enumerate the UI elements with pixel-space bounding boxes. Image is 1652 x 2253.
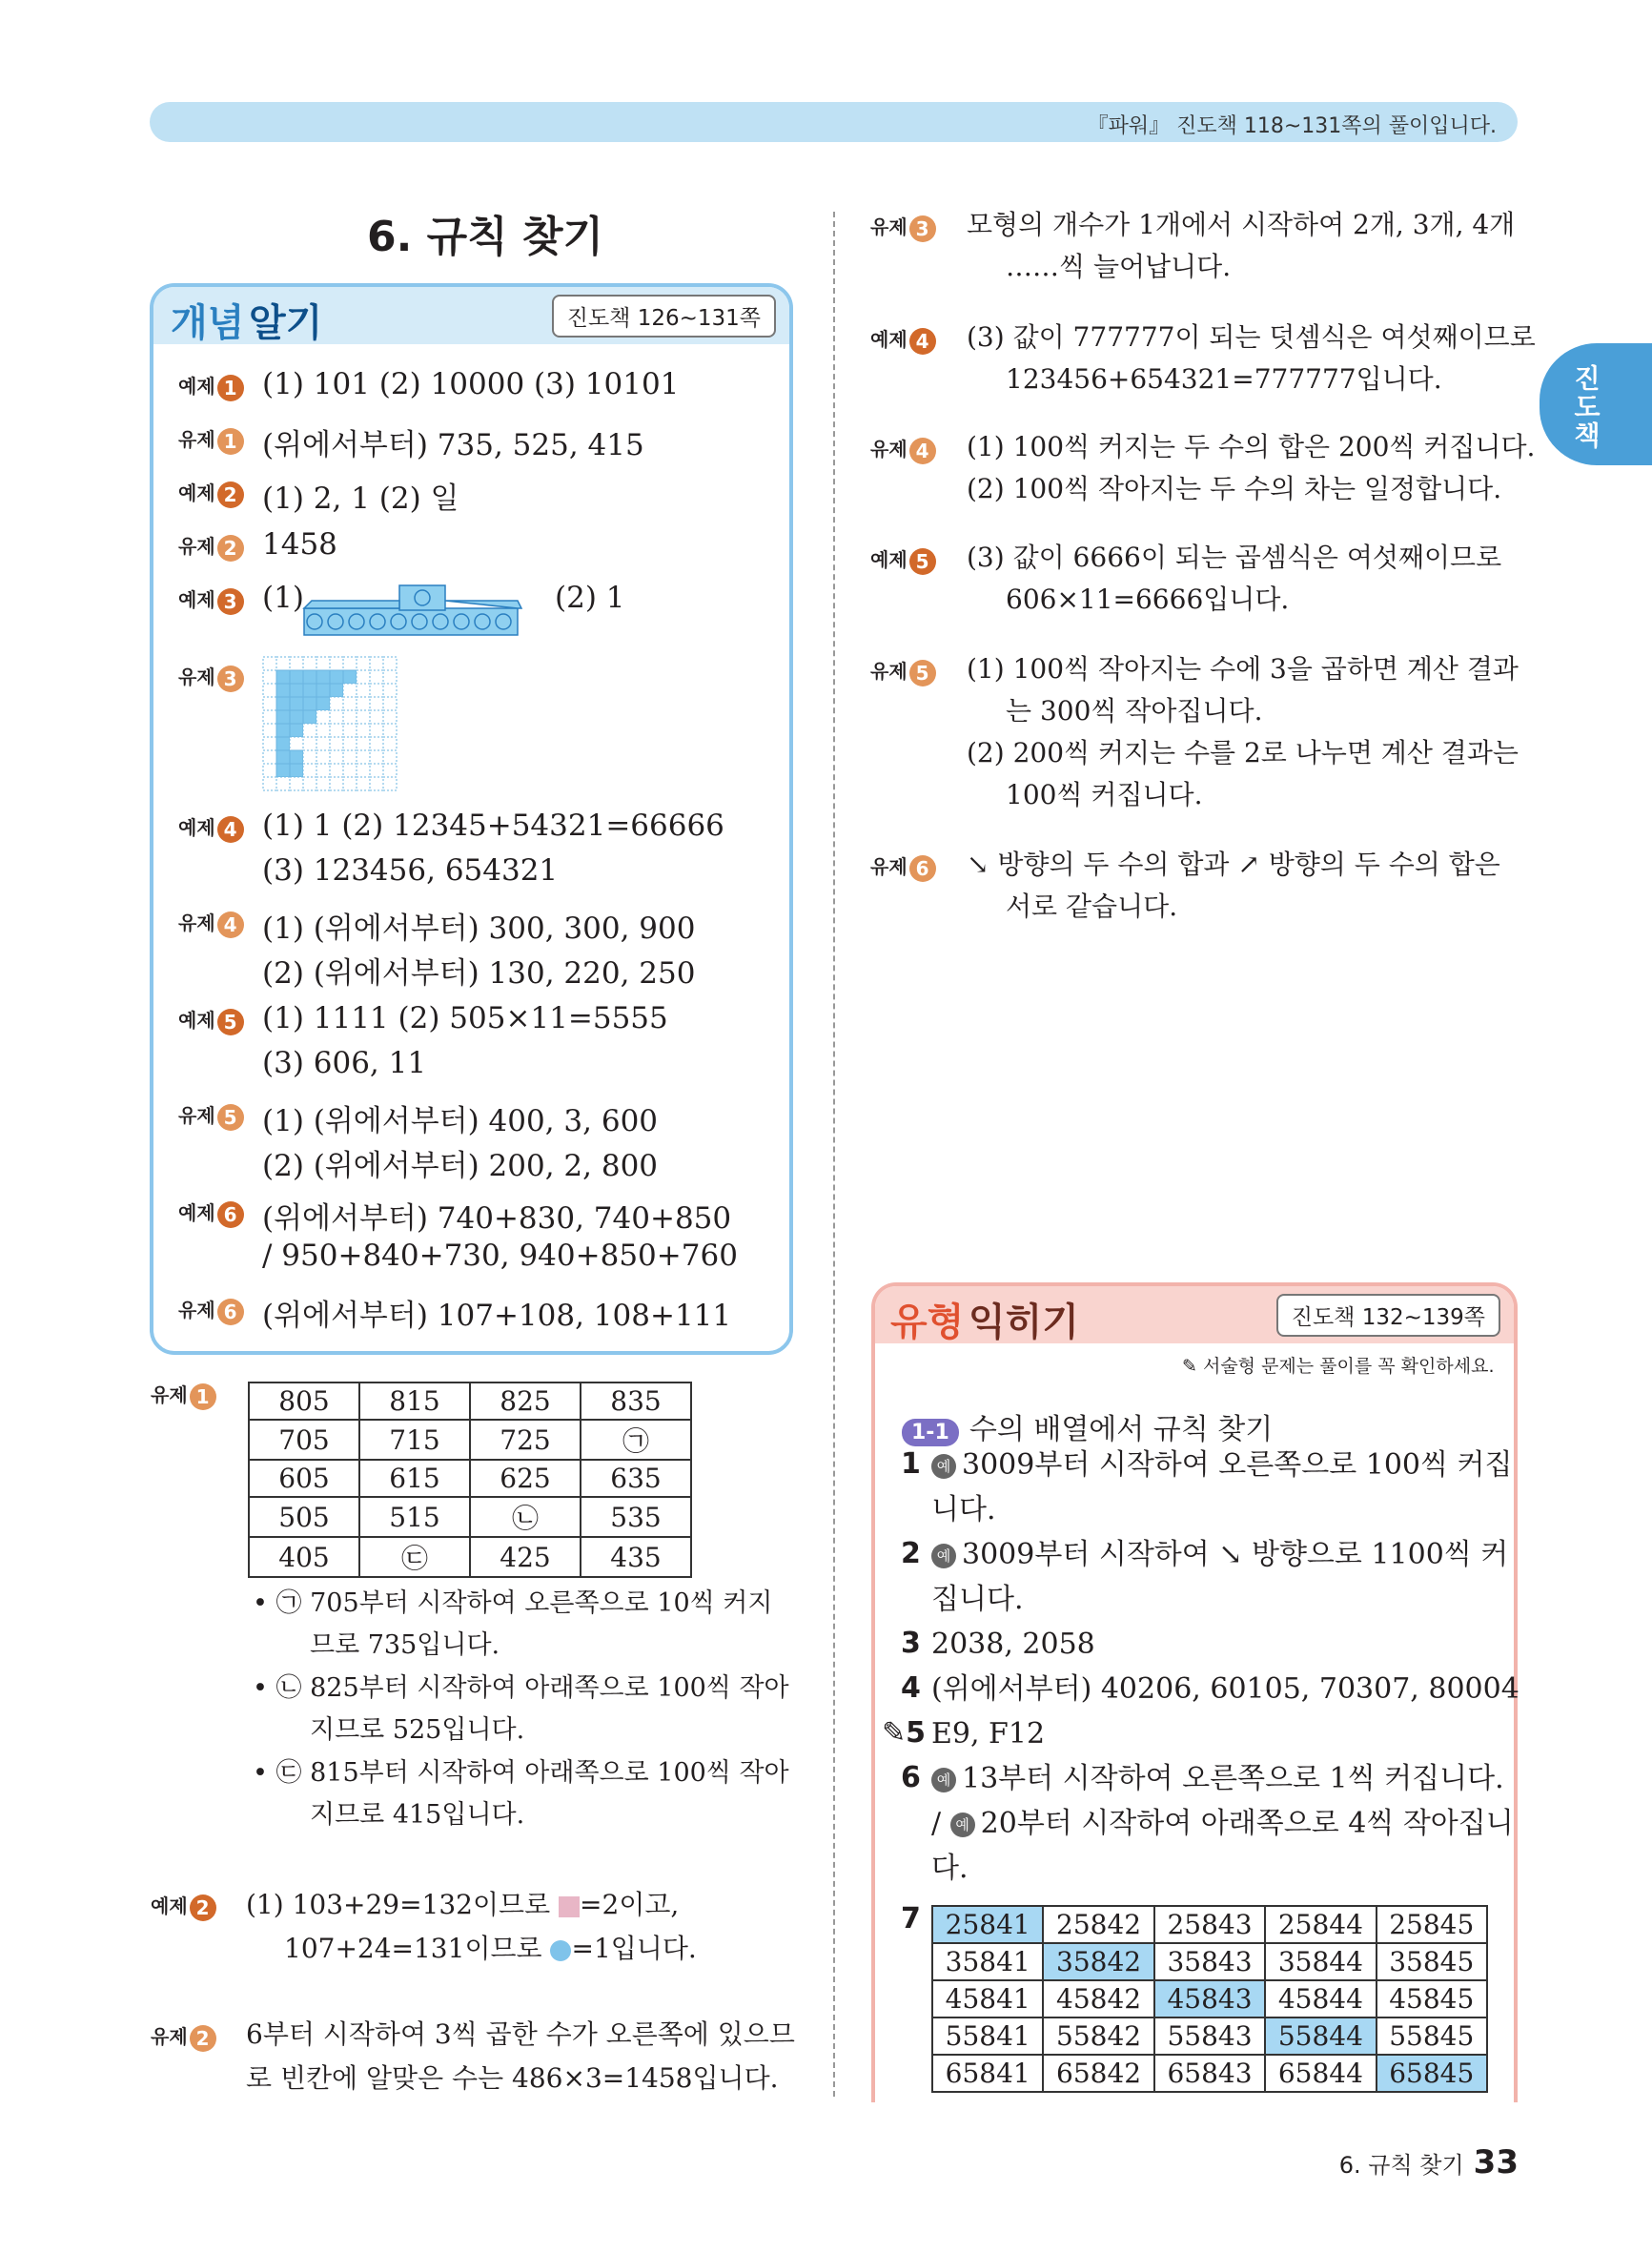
practice-item-line (931, 1532, 1508, 1577)
table-row (932, 1906, 1487, 1943)
practice-item-number: 7 (901, 1902, 921, 1936)
table-row (249, 1497, 691, 1537)
concept-item-line: (1) (위에서부터) 400, 3, 600 (262, 1104, 659, 1138)
table-cell: ㉢ (359, 1537, 470, 1577)
table-row (249, 1383, 691, 1420)
table-cell: 635 (581, 1460, 691, 1497)
number-table-1 (248, 1382, 692, 1578)
label-text: 예제 (178, 1201, 215, 1224)
item-label (178, 428, 244, 451)
label-text: 예제 (870, 548, 908, 571)
practice-item-line: 다. (931, 1852, 969, 1885)
table-cell: 55843 (1154, 2017, 1265, 2055)
concept-item-label (178, 371, 244, 401)
practice-item-number: 1 (901, 1447, 921, 1481)
practice-item-number: 6 (901, 1761, 921, 1794)
concept-item-line: (1) (262, 581, 304, 615)
label-text: 유제 (870, 855, 908, 878)
label-text: 유제 (178, 428, 215, 451)
label-number-badge: 5 (909, 548, 936, 575)
item-label (178, 1299, 244, 1321)
page-number: 33 (1473, 2143, 1519, 2181)
practice-item-number: 4 (901, 1671, 921, 1705)
table-cell: 25845 (1377, 1906, 1487, 1943)
practice-ref: 진도책 132~139쪽 (1276, 1294, 1500, 1337)
concept-header (153, 287, 789, 344)
table-cell: ㉠ (581, 1420, 691, 1460)
table-cell: 25843 (1154, 1906, 1265, 1943)
right-item-label (870, 212, 936, 242)
label-number-badge: 6 (909, 855, 936, 882)
table-cell: 505 (249, 1497, 359, 1537)
side-tab-label: 진도책 (1570, 364, 1601, 450)
table-cell: 35843 (1154, 1943, 1265, 1980)
label-number-badge: 1 (217, 375, 244, 401)
table-cell: 625 (470, 1460, 581, 1497)
table-cell: 605 (249, 1460, 359, 1497)
label-number-badge: 5 (909, 660, 936, 686)
practice-item-line: 집니다. (931, 1583, 1024, 1616)
label-number-badge: 5 (217, 1009, 244, 1035)
concept-item-line: (1) 2, 1 (2) 일 (262, 481, 459, 516)
pencil-icon: ✎ (1182, 1356, 1197, 1377)
pink-square-symbol (559, 1896, 580, 1917)
label-number-badge: 1 (217, 428, 244, 455)
concept-item-label (178, 1295, 244, 1325)
practice-item-number: ✎5 (882, 1716, 927, 1750)
item-label (870, 328, 936, 351)
table-cell: 55844 (1265, 2017, 1376, 2055)
item-label (178, 816, 244, 839)
table-cell: 35845 (1377, 1943, 1487, 1980)
item-label (178, 535, 244, 558)
chapter-title: 6. 규칙 찾기 (367, 213, 603, 261)
label-text: 유제 (178, 666, 215, 688)
label-text: 유제 (178, 535, 215, 558)
practice-item-number: 3 (901, 1627, 921, 1660)
right-item-line: 모형의 개수가 1개에서 시작하여 2개, 3개, 4개 (967, 209, 1516, 240)
label-number-badge: 3 (217, 666, 244, 692)
table-cell: 45845 (1377, 1980, 1487, 2017)
right-item-line: 606×11=6666입니다. (1006, 584, 1290, 615)
section-heading (902, 1405, 1273, 1447)
item-label (870, 660, 936, 683)
table-row (932, 1980, 1487, 2017)
label-number-badge: 2 (217, 535, 244, 562)
concept-item-line: (위에서부터) 107+108, 108+111 (262, 1299, 732, 1333)
label-text: 예제 (870, 328, 908, 351)
right-item-label (870, 851, 936, 882)
label-text: 유제 (870, 660, 908, 683)
concept-item-line: (1) 1 (2) 12345+54321=66666 (262, 809, 724, 843)
label-text: 예제 (178, 816, 215, 839)
table-row (249, 1420, 691, 1460)
practice-line-text: 13부터 시작하여 오른쪽으로 1씩 커집니다. (962, 1762, 1504, 1795)
concept-item-line: (2) (위에서부터) 130, 220, 250 (262, 956, 696, 991)
table-cell: 65841 (932, 2055, 1043, 2092)
practice-line-text: E9, F12 (931, 1717, 1046, 1751)
table-cell: 45843 (1154, 1980, 1265, 2017)
table-cell: 35842 (1043, 1943, 1153, 1980)
practice-item-line (931, 1443, 1512, 1487)
label-text: 예제 (178, 1009, 215, 1032)
label-number-badge: 6 (217, 1201, 244, 1228)
example-badge: 예 (931, 1454, 956, 1479)
table-cell: 715 (359, 1420, 470, 1460)
concept-title-b: 알기 (249, 301, 323, 345)
concept-item-line: (2) (위에서부터) 200, 2, 800 (262, 1149, 659, 1183)
table-row (249, 1537, 691, 1577)
right-item-line: (1) 100씩 커지는 두 수의 합은 200씩 커집니다. (967, 431, 1536, 462)
right-item-label (870, 434, 936, 464)
label-text: 예제 (178, 481, 215, 504)
concept-item-line: (1) 1111 (2) 505×11=5555 (262, 1001, 668, 1035)
practice-item-line (931, 1622, 1095, 1667)
section-tag: 1-1 (902, 1419, 959, 1446)
label-text: 유제 (870, 438, 908, 461)
concept-item-label (178, 584, 244, 615)
concept-item-label (178, 1005, 244, 1035)
table-cell: 815 (359, 1383, 470, 1420)
concept-item-label (178, 1100, 244, 1131)
table-cell: 35841 (932, 1943, 1043, 1980)
item-label (178, 1009, 244, 1032)
table-cell: 25844 (1265, 1906, 1376, 1943)
concept-item-line: (위에서부터) 735, 525, 415 (262, 428, 644, 462)
item-label (178, 666, 244, 688)
concept-item-label (178, 812, 244, 843)
concept-item-extra: (2) 1 (555, 581, 625, 615)
footer-chapter: 6. 규칙 찾기 (1338, 2152, 1464, 2179)
table-cell: 45841 (932, 1980, 1043, 2017)
table-cell: 515 (359, 1497, 470, 1537)
table-cell: 425 (470, 1537, 581, 1577)
item-label (178, 911, 244, 934)
table-cell: 405 (249, 1537, 359, 1577)
concept-item-line: (1) 101 (2) 10000 (3) 10101 (262, 367, 680, 401)
right-item-line: 는 300씩 작아집니다. (1006, 695, 1263, 727)
table-row (932, 2055, 1487, 2092)
header-bar (150, 102, 1518, 142)
practice-item-line: 니다. (931, 1493, 996, 1526)
item-label (870, 855, 936, 878)
practice-line-text: 2038, 2058 (931, 1628, 1095, 1661)
right-item-line: (2) 100씩 작아지는 두 수의 차는 일정합니다. (967, 473, 1502, 504)
concept-item-label (178, 1198, 244, 1228)
label-number-badge: 4 (217, 816, 244, 843)
table-cell: 725 (470, 1420, 581, 1460)
practice-title-a: 유형 (890, 1301, 965, 1344)
table-cell: 805 (249, 1383, 359, 1420)
concept-item-line: (3) 606, 11 (262, 1046, 427, 1080)
section-title: 수의 배열에서 규칙 찾기 (969, 1413, 1274, 1446)
table-cell: 25842 (1043, 1906, 1153, 1943)
column-divider (833, 212, 835, 2097)
concept-item-line: 1458 (262, 527, 337, 562)
example-badge: 예 (931, 1544, 956, 1568)
blue-circle-symbol (550, 1940, 571, 1961)
right-item-line: 100씩 커집니다. (1006, 779, 1203, 810)
item-label (178, 588, 244, 611)
right-item-label (870, 656, 936, 686)
concept-item-label (178, 662, 244, 692)
label-number-badge: 4 (909, 328, 936, 355)
practice-line-text: 3009부터 시작하여 오른쪽으로 100씩 커집 (962, 1448, 1513, 1482)
label-number-badge: 3 (909, 215, 936, 242)
table-label: 유제 1 (151, 1380, 216, 1410)
item-label (178, 481, 244, 504)
table-row (932, 2017, 1487, 2055)
practice-item-line (931, 1801, 1514, 1846)
concept-item-label (178, 908, 244, 938)
concept-ref: 진도책 126~131쪽 (552, 295, 776, 338)
right-item-line: (2) 200씩 커지는 수를 2로 나누면 계산 결과는 (967, 737, 1519, 768)
right-item-label (870, 544, 936, 575)
footer (1339, 2143, 1519, 2181)
practice-item-line (931, 1667, 1519, 1711)
label-number-badge: 4 (217, 911, 244, 938)
practice-line-text: (위에서부터) 40206, 60105, 70307, 80004 (931, 1672, 1519, 1706)
yu2-line1: 6부터 시작하여 3씩 곱한 수가 오른쪽에 있으므 (246, 2018, 795, 2050)
item-label (178, 375, 244, 398)
right-item-label (870, 324, 936, 355)
right-item-line: (3) 값이 6666이 되는 곱셈식은 여섯째이므로 (967, 542, 1502, 573)
yu2-label: 유제 2 (151, 2021, 216, 2052)
label-text: 유제 (178, 1299, 215, 1321)
ex2-line2: 107+24=131이므로 =1입니다. (284, 1933, 697, 1964)
example-badge: 예 (950, 1813, 975, 1837)
label-number-badge: 4 (909, 438, 936, 464)
staircase-grid-figure (262, 656, 398, 791)
practice-title-b: 익히기 (969, 1301, 1079, 1344)
right-item-line: (3) 값이 777777이 되는 덧셈식은 여섯째이므로 (967, 321, 1536, 353)
right-item-line: ↘ 방향의 두 수의 합과 ↗ 방향의 두 수의 합은 (967, 849, 1500, 880)
number-table-7 (931, 1905, 1488, 2093)
bullet-line: • ㉢ 815부터 시작하여 아래쪽으로 100씩 작아 (253, 1758, 789, 1788)
example-badge: 예 (931, 1768, 956, 1792)
concept-item-label (178, 478, 244, 508)
table-cell: 65844 (1265, 2055, 1376, 2092)
table-cell: 435 (581, 1537, 691, 1577)
table-cell: 55842 (1043, 2017, 1153, 2055)
table-cell: ㉡ (470, 1497, 581, 1537)
concept-item-line: (3) 123456, 654321 (262, 853, 559, 888)
table-cell: 25841 (932, 1906, 1043, 1943)
table-cell: 35844 (1265, 1943, 1376, 1980)
concept-item-label (178, 424, 244, 455)
table-cell: 55841 (932, 2017, 1043, 2055)
right-item-line: 서로 같습니다. (1006, 891, 1178, 922)
table-cell: 615 (359, 1460, 470, 1497)
practice-note: ✎ 서술형 문제는 풀이를 꼭 확인하세요. (1182, 1356, 1495, 1377)
label-text: 유제 (870, 215, 908, 238)
practice-line-text: / (931, 1807, 950, 1840)
label-text: 예제 (178, 375, 215, 398)
right-item-line: ……씩 늘어납니다. (1006, 251, 1232, 282)
table-cell: 65845 (1377, 2055, 1487, 2092)
practice-item-line (931, 1711, 1045, 1756)
concept-item-line: / 950+840+730, 940+850+760 (262, 1239, 738, 1273)
bullet-line: • ㉡ 825부터 시작하여 아래쪽으로 100씩 작아 (253, 1673, 789, 1703)
item-label (178, 1104, 244, 1127)
item-label (870, 438, 936, 461)
table-cell: 705 (249, 1420, 359, 1460)
table-cell: 45842 (1043, 1980, 1153, 2017)
right-item-line: 123456+654321=777777입니다. (1006, 363, 1442, 395)
table-cell: 535 (581, 1497, 691, 1537)
bullet-line: 지므로 525입니다. (310, 1715, 525, 1745)
item-label (870, 548, 936, 571)
label-number-badge: 6 (217, 1299, 244, 1325)
table-cell: 825 (470, 1383, 581, 1420)
bullet-line: • ㉠ 705부터 시작하여 오른쪽으로 10씩 커지 (253, 1588, 773, 1618)
header-text: 『파워』 진도책 118~131쪽의 풀이입니다. (1087, 114, 1497, 138)
ex2-line1: (1) 103+29=132이므로 =2이고, (246, 1889, 680, 1920)
table-row (249, 1460, 691, 1497)
concept-item-line: (위에서부터) 740+830, 740+850 (262, 1201, 732, 1236)
table-cell: 835 (581, 1383, 691, 1420)
yu2-line2: 로 빈칸에 알맞은 수는 486×3=1458입니다. (246, 2062, 779, 2094)
practice-header (875, 1286, 1514, 1343)
table-cell: 45844 (1265, 1980, 1376, 2017)
concept-item-label (178, 531, 244, 562)
label-number-badge: 2 (217, 481, 244, 508)
concept-item-line: (1) (위에서부터) 300, 300, 900 (262, 911, 696, 946)
item-label (870, 215, 936, 238)
label-number-badge: 3 (217, 588, 244, 615)
table-row (932, 1943, 1487, 1980)
practice-item-number: 2 (901, 1537, 921, 1570)
concept-title-a: 개념 (171, 301, 245, 345)
bullet-line: 므로 735입니다. (310, 1630, 500, 1660)
right-item-line: (1) 100씩 작아지는 수에 3을 곱하면 계산 결과 (967, 653, 1519, 685)
practice-line-text: 20부터 시작하여 아래쪽으로 4씩 작아집니 (980, 1807, 1514, 1840)
label-text: 유제 (178, 1104, 215, 1127)
table-cell: 65842 (1043, 2055, 1153, 2092)
label-text: 예제 (178, 588, 215, 611)
practice-item-line (931, 1756, 1504, 1801)
table-cell: 65843 (1154, 2055, 1265, 2092)
bullet-line: 지므로 415입니다. (310, 1800, 525, 1830)
label-text: 유제 (178, 911, 215, 934)
cube-model-figure (300, 578, 525, 639)
item-label (178, 1201, 244, 1224)
label-number-badge: 5 (217, 1104, 244, 1131)
side-tab (1540, 343, 1652, 465)
ex2-label: 예제 2 (151, 1891, 216, 1921)
table-cell: 55845 (1377, 2017, 1487, 2055)
practice-line-text: 3009부터 시작하여 ↘ 방향으로 1100씩 커 (962, 1538, 1509, 1571)
